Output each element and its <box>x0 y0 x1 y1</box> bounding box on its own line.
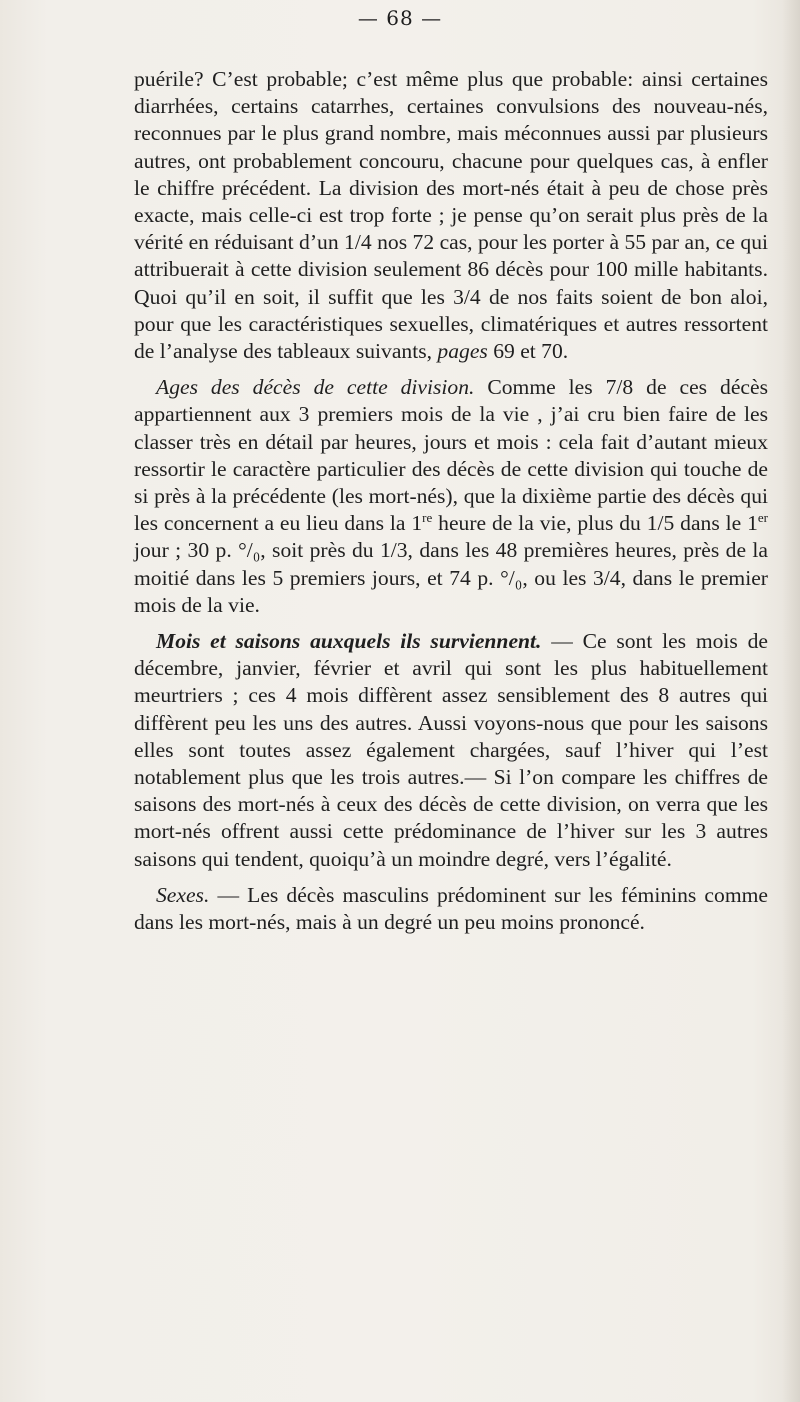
paragraph-4 <box>134 882 768 936</box>
paragraph-1-tail: 69 et 70. <box>487 339 569 364</box>
paragraph-3 <box>134 628 768 873</box>
paragraph-3-heading: Mois et saisons auxquels ils surviennent. <box>156 629 542 654</box>
paragraph-2-text-part-3: jour ; 30 p. °/₀, soit près du 1/3, dans les 48 premières heures, près de la moitié dans les 5 premiers jours, et 74 p. °/₀, ou les 3/4, dans le premier mois de la vie. <box>134 538 768 617</box>
page-edge-shadow <box>782 0 800 1402</box>
paragraph-1-text: puérile? C’est probable; c’est même plus que probable: ainsi certaines diarrhées, certains catarrhes, certaines convulsions des nouveau-nés, reconnues par le plus grand nombre, mais méconnues aussi par plusieurs autres, ont probablement concouru, chacune pour quelques cas, à enfler le chiffre précédent. La division des mort-nés était à peu de chose près exacte, mais celle-ci est trop forte ; je pense qu’on serait plus près de la vérité en réduisant d’un 1/4 nos 72 cas, pour les porter à 55 par an, ce qui attribuerait à cette division seulement 86 décès pour 100 mille habitants. Quoi qu’il en soit, il suffit que les 3/4 de nos faits soient de bon aloi, pour que les caractéristiques sexuelles, climatériques et autres ressortent de l’analyse des tableaux suivants, <box>134 67 768 364</box>
paragraph-4-heading: Sexes. <box>156 882 210 907</box>
paragraph-1 <box>134 66 768 365</box>
paragraph-2-text-part-2: heure de la vie, plus du 1/5 dans le 1 <box>432 511 758 536</box>
body-text <box>134 66 768 945</box>
paragraph-2-heading: Ages des décès de cette division. <box>156 375 475 400</box>
paragraph-4-text: — Les décès masculins prédominent sur les féminins comme dans les mort-nés, mais à un degré un peu moins prononcé. <box>134 882 768 935</box>
paragraph-2 <box>134 374 768 619</box>
paragraph-2-superscript-1: re <box>422 510 433 526</box>
paragraph-2-superscript-2: er <box>757 510 768 526</box>
paragraph-3-text: — Ce sont les mois de décembre, janvier, février et avril qui sont les plus habituellement meurtriers ; ces 4 mois diffèrent assez sensiblement des 8 autres qui diffèrent peu les uns des autres. Aussi voyons-nous que pour les saisons elles sont toutes assez également chargées, sauf l’hiver qui l’est notablement plus que les trois autres.— Si l’on compare les chiffres de saisons des mort-nés à ceux des décès de cette division, on verra que les mort-nés offrent aussi cette prédominance de l’hiver sur les 3 autres saisons qui tendent, quoiqu’à un moindre degré, vers l’égalité. <box>134 629 768 871</box>
paragraph-2-text-part-1: Comme les 7/8 de ces décès appartiennent aux 3 premiers mois de la vie , j’ai cru bien faire de les classer très en détail par heures, jours et mois : cela fait d’autant mieux ressortir le caractère particulier des décès de cette division qui touche de si près à la précédente (les mort-nés), que la dixième partie des décès qui les concernent a eu lieu dans la 1 <box>134 375 768 536</box>
page-number-header: — 68 — <box>357 6 443 30</box>
paragraph-1-italic-word: pages <box>437 339 488 364</box>
